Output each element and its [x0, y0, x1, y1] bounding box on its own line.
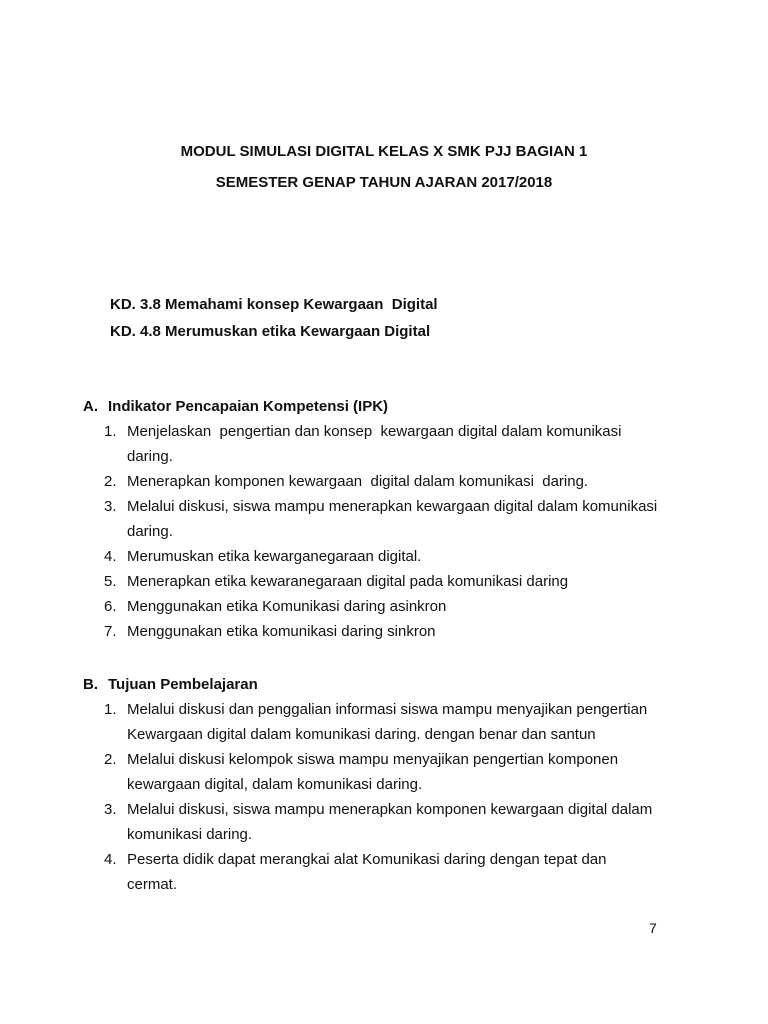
list-item-number: 2.	[104, 473, 117, 490]
list-item-number: 5.	[104, 573, 117, 590]
list-item-text: Menggunakan etika komunikasi daring sinkron	[127, 623, 436, 640]
list-item-number: 1.	[104, 423, 117, 440]
list-item-number: 6.	[104, 598, 117, 615]
list-item-text: Merumuskan etika kewarganegaraan digital.	[127, 548, 422, 565]
list-item-text: komunikasi daring.	[127, 826, 253, 843]
list-item-text: kewargaan digital, dalam komunikasi daring.	[127, 776, 423, 793]
list-item-text: cermat.	[127, 876, 178, 893]
list-item-text: Menerapkan etika kewaranegaraan digital pada komunikasi daring	[127, 573, 569, 590]
kd-4-8: KD. 4.8 Merumuskan etika Kewargaan Digital	[110, 323, 431, 340]
list-item-text: Menerapkan komponen kewargaan digital dalam komunikasi daring.	[127, 473, 589, 490]
list-item-number: 1.	[104, 701, 117, 718]
list-item-number: 7.	[104, 623, 117, 640]
list-item-text: Melalui diskusi kelompok siswa mampu menyajikan pengertian komponen	[127, 751, 619, 768]
section-a-heading: Indikator Pencapaian Kompetensi (IPK)	[108, 398, 389, 415]
list-item-text: daring.	[127, 523, 173, 540]
list-item-number: 4.	[104, 548, 117, 565]
list-item-number: 3.	[104, 801, 117, 818]
section-a-marker: A.	[83, 398, 98, 415]
list-item-number: 3.	[104, 498, 117, 515]
list-item-text: daring.	[127, 448, 173, 465]
title-line-1: MODUL SIMULASI DIGITAL KELAS X SMK PJJ BAGIAN 1	[180, 143, 588, 160]
list-item-text: Melalui diskusi dan penggalian informasi siswa mampu menyajikan pengertian	[127, 701, 648, 718]
kd-3-8: KD. 3.8 Memahami konsep Kewargaan Digital	[110, 296, 438, 313]
list-item-text: Melalui diskusi, siswa mampu menerapkan komponen kewargaan digital dalam	[127, 801, 653, 818]
list-item-text: Kewargaan digital dalam komunikasi daring. dengan benar dan santun	[127, 726, 596, 743]
page-number: 7	[649, 920, 657, 936]
list-item-number: 4.	[104, 851, 117, 868]
title-line-2: SEMESTER GENAP TAHUN AJARAN 2017/2018	[215, 174, 553, 191]
list-item-text: Melalui diskusi, siswa mampu menerapkan kewargaan digital dalam komunikasi	[127, 498, 658, 515]
list-item-text: Menjelaskan pengertian dan konsep kewargaan digital dalam komunikasi	[127, 423, 622, 440]
list-item-number: 2.	[104, 751, 117, 768]
section-b-marker: B.	[83, 676, 98, 693]
section-b-heading: Tujuan Pembelajaran	[108, 676, 258, 693]
list-item-text: Peserta didik dapat merangkai alat Komunikasi daring dengan tepat dan	[127, 851, 607, 868]
list-item-text: Menggunakan etika Komunikasi daring asinkron	[127, 598, 447, 615]
